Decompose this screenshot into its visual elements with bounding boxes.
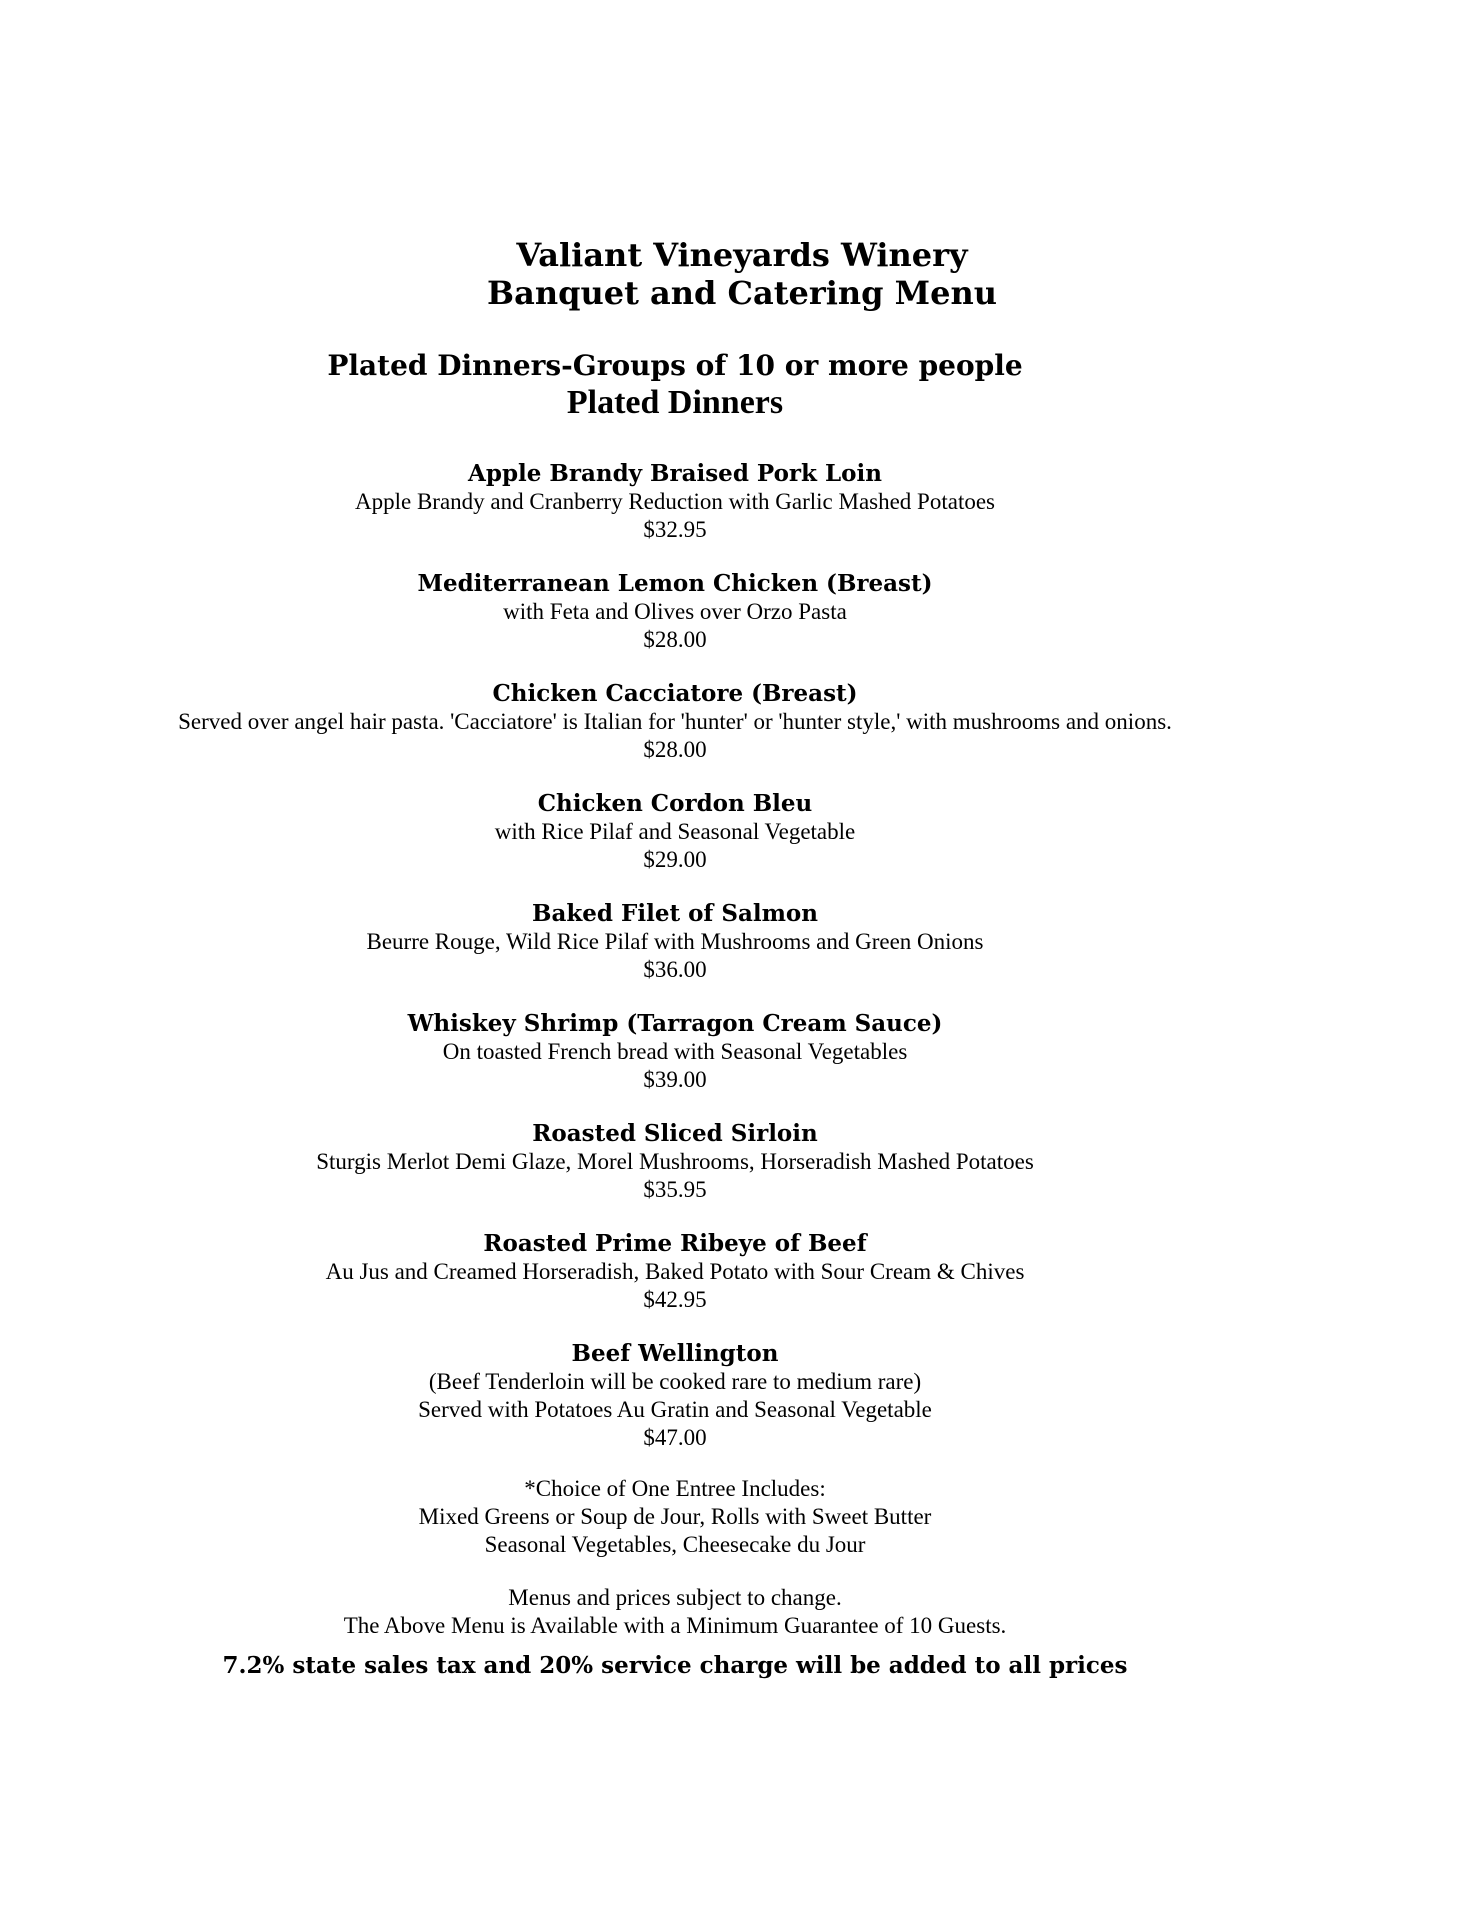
section-heading-block: [0, 348, 1350, 422]
section-heading: Plated Dinners-Groups of 10 or more people: [327, 349, 1023, 382]
menu-item-description: with Rice Pilaf and Seasonal Vegetable: [494, 819, 856, 844]
menu-item-price: $32.95: [643, 517, 707, 542]
notes-block: [0, 1584, 1350, 1640]
menu-item-name: Apple Brandy Braised Pork Loin: [468, 460, 882, 487]
menu-item-name: Chicken Cordon Bleu: [537, 790, 813, 817]
menu-item: [0, 900, 1350, 984]
menu-item-description: Served over angel hair pasta. 'Cacciatore' is Italian for 'hunter' or 'hunter style,' with mushrooms and onions.: [178, 709, 1172, 734]
menu-item-price: $39.00: [643, 1067, 707, 1092]
menu-item-description: Served with Potatoes Au Gratin and Seasonal Vegetable: [418, 1397, 932, 1422]
menu-item-description: Au Jus and Creamed Horseradish, Baked Potato with Sour Cream & Chives: [325, 1259, 1025, 1284]
menu-item: [0, 1340, 1350, 1452]
menu-item-description: with Feta and Olives over Orzo Pasta: [503, 599, 847, 624]
menu-item: [0, 460, 1350, 544]
page-title-line2: Banquet and Catering Menu: [487, 274, 997, 312]
includes-line1: *Choice of One Entree Includes:: [524, 1476, 826, 1501]
includes-line3: Seasonal Vegetables, Cheesecake du Jour: [484, 1532, 866, 1557]
section-subheading: Plated Dinners: [566, 384, 784, 421]
menu-item-description: Apple Brandy and Cranberry Reduction with Garlic Mashed Potatoes: [354, 489, 995, 514]
menu-item: [0, 1230, 1350, 1314]
menu-item: [0, 570, 1350, 654]
menu-item-description: On toasted French bread with Seasonal Vegetables: [442, 1039, 908, 1064]
page-title-line1: Valiant Vineyards Winery: [516, 236, 968, 274]
menu-item-price: $29.00: [643, 847, 707, 872]
includes-line2: Mixed Greens or Soup de Jour, Rolls with Sweet Butter: [418, 1504, 932, 1529]
menu-item-name: Whiskey Shrimp (Tarragon Cream Sauce): [407, 1010, 943, 1037]
menu-item: [0, 790, 1350, 874]
menu-item-name: Beef Wellington: [571, 1340, 779, 1367]
menu-item-price: $28.00: [643, 737, 707, 762]
menu-item-price: $42.95: [643, 1287, 707, 1312]
menu-item-name: Roasted Sliced Sirloin: [532, 1120, 818, 1147]
title-block: [0, 236, 1484, 312]
menu-item-price: $28.00: [643, 627, 707, 652]
includes-block: [0, 1475, 1350, 1559]
menu-item: [0, 680, 1350, 764]
tax-notice-block: [0, 1652, 1350, 1680]
menu-item: [0, 1010, 1350, 1094]
menu-item-price: $47.00: [643, 1425, 707, 1450]
menu-item-name: Roasted Prime Ribeye of Beef: [483, 1230, 867, 1257]
menu-item-price: $35.95: [643, 1177, 707, 1202]
menu-item-description: (Beef Tenderloin will be cooked rare to medium rare): [428, 1369, 922, 1394]
tax-notice: 7.2% state sales tax and 20% service charge will be added to all prices: [222, 1652, 1128, 1679]
menu-item-description: Sturgis Merlot Demi Glaze, Morel Mushrooms, Horseradish Mashed Potatoes: [316, 1149, 1034, 1174]
menu-item-description: Beurre Rouge, Wild Rice Pilaf with Mushrooms and Green Onions: [366, 929, 984, 954]
menu-item-name: Mediterranean Lemon Chicken (Breast): [417, 570, 933, 597]
menu-item: [0, 1120, 1350, 1204]
menu-item-name: Baked Filet of Salmon: [532, 900, 818, 927]
notes-line2: The Above Menu is Available with a Minimum Guarantee of 10 Guests.: [343, 1613, 1007, 1638]
menu-item-price: $36.00: [643, 957, 707, 982]
menu-item-name: Chicken Cacciatore (Breast): [492, 680, 858, 707]
notes-line1: Menus and prices subject to change.: [508, 1585, 842, 1610]
